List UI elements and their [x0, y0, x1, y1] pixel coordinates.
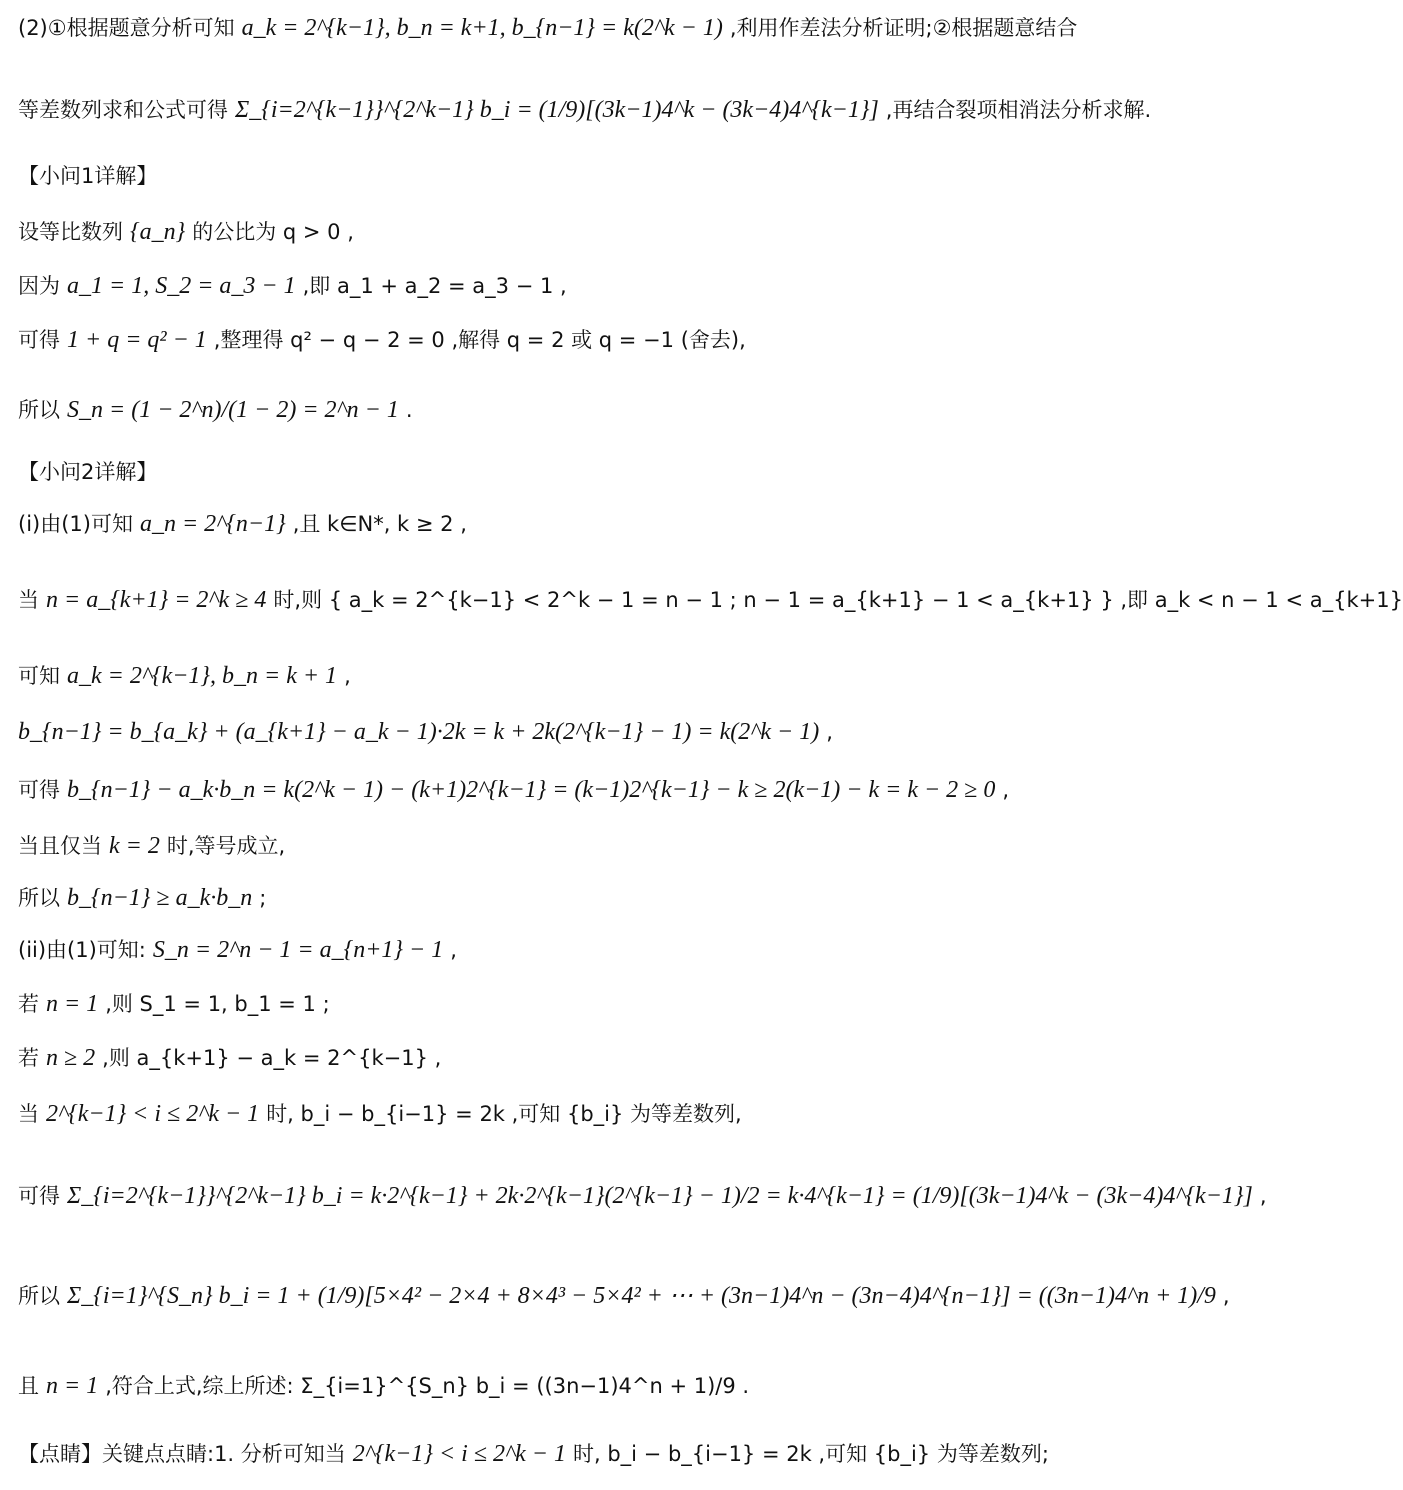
line-18-text: 若 [18, 1046, 39, 1070]
line-11-text: 可知 [18, 664, 60, 688]
line-7-text-2: . [405, 398, 413, 422]
line-16-text-2: , [450, 938, 457, 962]
line-23-math: 2^{k−1} < i ≤ 2^k − 1 [352, 1441, 566, 1467]
line-11-text-2: , [344, 664, 351, 688]
text-line-20 [18, 1182, 1267, 1211]
line-9-math: a_n = 2^{n−1} [139, 511, 286, 537]
text-line-10 [18, 586, 1403, 615]
line-12-text-2: , [826, 720, 833, 744]
line-19-math: 2^{k−1} < i ≤ 2^k − 1 [46, 1101, 260, 1127]
text-line-16 [18, 936, 1071, 965]
text-line-9 [18, 510, 1071, 539]
text-line-12 [18, 718, 1071, 747]
line-14-math: k = 2 [109, 833, 160, 859]
line-7-math: S_n = (1 − 2^n)/(1 − 2) = 2^n − 1 [67, 397, 399, 423]
line-6-math: 1 + q = q² − 1 [67, 327, 207, 353]
text-line-1 [18, 14, 1078, 43]
line-4-text: 设等比数列 [18, 220, 123, 244]
line-6-text: 可得 [18, 328, 60, 352]
line-9-text: (i)由(1)可知 [18, 512, 133, 536]
line-1-text: (2)①根据题意分析可知 [18, 16, 235, 40]
line-20-math: Σ_{i=2^{k−1}}^{2^k−1} b_i = k·2^{k−1} + 2k·2^{k−1}(2^{k−1} − 1)/2 = k·4^{k−1} = (1/9)[(3k−1)4^k − (3k−4)4^{k−1}] [67, 1183, 1253, 1209]
line-10-math: n = a_{k+1} = 2^k ≥ 4 [46, 587, 267, 613]
line-14-text: 当且仅当 [18, 834, 102, 858]
line-21-text-2: , [1222, 1284, 1230, 1308]
line-2-text-2: ,再结合裂项相消法分析求解. [885, 98, 1152, 122]
line-22-text: 且 [18, 1374, 39, 1398]
text-line-22 [18, 1372, 1071, 1401]
line-17-text-2: ,则 S_1 = 1, b_1 = 1 ; [105, 992, 330, 1016]
text-line-2 [18, 96, 1152, 125]
line-2-math: Σ_{i=2^{k−1}}^{2^k−1} b_i = (1/9)[(3k−1)4^k − (3k−4)4^{k−1}] [235, 97, 879, 123]
text-line-21 [18, 1282, 1230, 1311]
line-22-math: n = 1 [46, 1373, 99, 1399]
line-15-math: b_{n−1} ≥ a_k·b_n [67, 885, 253, 911]
line-5-text: 因为 [18, 274, 60, 298]
line-10-text: 当 [18, 588, 39, 612]
line-19-text: 当 [18, 1102, 39, 1126]
text-line-18 [18, 1044, 1071, 1073]
text-line-17 [18, 990, 1071, 1019]
line-4-text-2: 的公比为 q > 0 , [192, 220, 354, 244]
text-line-14 [18, 832, 1071, 861]
line-6-text-2: ,整理得 q² − q − 2 = 0 ,解得 q = 2 或 q = −1 (舍去), [213, 328, 746, 352]
section-heading-2-text: 【小问2详解】 [18, 460, 158, 484]
line-15-text: 所以 [18, 886, 60, 910]
line-16-text: (ii)由(1)可知: [18, 938, 146, 962]
line-12-math: b_{n−1} = b_{a_k} + (a_{k+1} − a_k − 1)·2k = k + 2k(2^{k−1} − 1) = k(2^k − 1) [18, 719, 820, 745]
text-line-15 [18, 884, 1071, 913]
section-heading-1-text: 【小问1详解】 [18, 164, 158, 188]
line-13-text: 可得 [18, 778, 60, 802]
line-11-math: a_k = 2^{k−1}, b_n = k + 1 [67, 663, 338, 689]
line-14-text-2: 时,等号成立, [166, 834, 286, 858]
section-heading-1 [18, 164, 1071, 190]
text-line-7 [18, 396, 1071, 425]
text-line-11 [18, 662, 1071, 691]
line-1-text-2: ,利用作差法分析证明;②根据题意结合 [729, 16, 1078, 40]
line-13-text-2: , [1002, 778, 1010, 802]
text-line-13 [18, 776, 1071, 805]
line-17-math: n = 1 [46, 991, 99, 1017]
line-13-math: b_{n−1} − a_k·b_n = k(2^k − 1) − (k+1)2^{k−1} = (k−1)2^{k−1} − k ≥ 2(k−1) − k = k − 2 ≥ 0 [67, 777, 996, 803]
text-line-4 [18, 218, 1071, 247]
text-line-5 [18, 272, 1071, 301]
line-19-text-2: 时, b_i − b_{i−1} = 2k ,可知 {b_i} 为等差数列, [266, 1102, 742, 1126]
line-22-text-2: ,符合上式,综上所述: Σ_{i=1}^{S_n} b_i = ((3n−1)4^n + 1)/9 . [105, 1374, 750, 1398]
text-line-19 [18, 1100, 1071, 1129]
line-2-text: 等差数列求和公式可得 [18, 98, 228, 122]
line-9-text-2: ,且 k∈N*, k ≥ 2 , [292, 512, 467, 536]
text-line-23 [18, 1440, 1071, 1469]
line-20-text: 可得 [18, 1184, 60, 1208]
line-21-math: Σ_{i=1}^{S_n} b_i = 1 + (1/9)[5×4² − 2×4 + 8×4³ − 5×4² + ⋯ + (3n−1)4^n − (3n−4)4^{n−1}] = ((3n−1)4^n + 1)/9 [67, 1283, 1216, 1309]
line-15-text-2: ; [259, 886, 267, 910]
line-17-text: 若 [18, 992, 39, 1016]
line-10-text-2: 时,则 { a_k = 2^{k−1} < 2^k − 1 = n − 1 ; n − 1 = a_{k+1} − 1 < a_{k+1} } ,即 a_k < n − 1 < a_{k+1} [273, 588, 1403, 612]
line-21-text: 所以 [18, 1284, 60, 1308]
line-20-text-2: , [1259, 1184, 1267, 1208]
line-18-text-2: ,则 a_{k+1} − a_k = 2^{k−1} , [102, 1046, 442, 1070]
line-1-math: a_k = 2^{k−1}, b_n = k+1, b_{n−1} = k(2^k − 1) [241, 15, 723, 41]
section-heading-2 [18, 460, 1071, 486]
line-4-math: {a_n} [130, 219, 186, 245]
line-7-text: 所以 [18, 398, 60, 422]
line-23-text: 【点睛】关键点点睛:1. 分析可知当 [18, 1442, 346, 1466]
line-5-text-2: ,即 a_1 + a_2 = a_3 − 1 , [302, 274, 567, 298]
text-line-6 [18, 326, 1071, 355]
line-23-text-2: 时, b_i − b_{i−1} = 2k ,可知 {b_i} 为等差数列; [572, 1442, 1049, 1466]
line-16-math: S_n = 2^n − 1 = a_{n+1} − 1 [152, 937, 444, 963]
line-18-math: n ≥ 2 [46, 1045, 96, 1071]
line-5-math: a_1 = 1, S_2 = a_3 − 1 [67, 273, 296, 299]
